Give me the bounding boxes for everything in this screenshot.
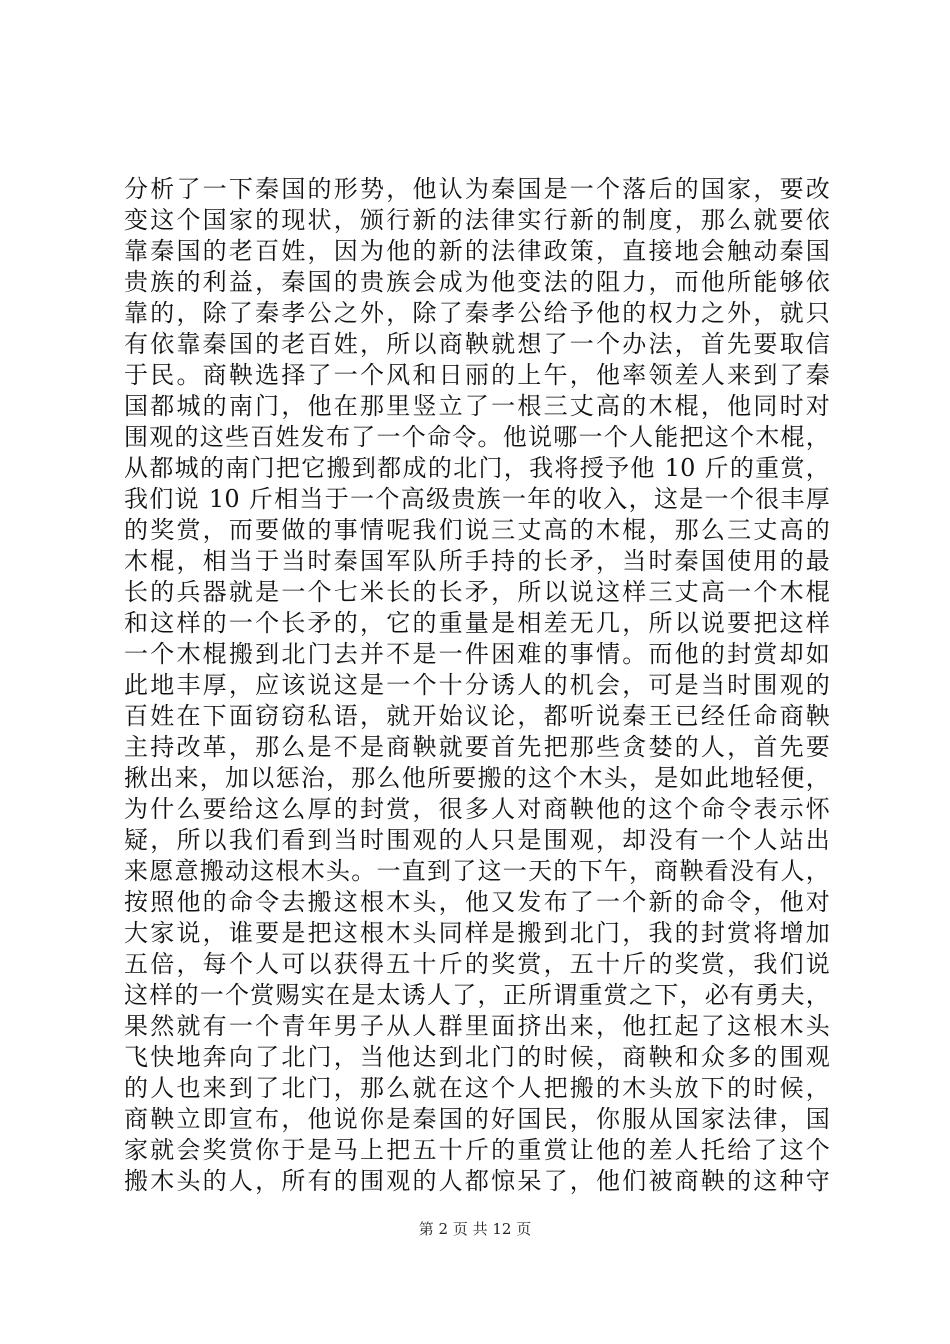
text-line: 一个木棍搬到北门去并不是一件困难的事情。而他的封赏却如 [124,640,830,668]
text-line: 果然就有一个青年男子从人群里面挤出来，他扛起了这根木头 [124,1012,830,1040]
text-line: 来愿意搬动这根木头。一直到了这一天的下午，商鞅看没有人， [124,857,830,885]
text-line: 按照他的命令去搬这根木头，他又发布了一个新的命令，他对 [124,888,830,916]
text-line: 木棍，相当于当时秦国军队所手持的长矛，当时秦国使用的最 [124,547,830,575]
text-line: 靠秦国的老百姓，因为他的新的法律政策，直接地会触动秦国 [124,237,830,265]
text-line: 五倍，每个人可以获得五十斤的奖赏，五十斤的奖赏，我们说 [124,950,830,978]
text-line: 家就会奖赏你于是马上把五十斤的重赏让他的差人托给了这个 [124,1136,830,1164]
text-line: 商鞅立即宣布，他说你是秦国的好国民，你服从国家法律，国 [124,1105,830,1133]
text-line: 从都城的南门把它搬到都成的北门，我将授予他 10 斤的重赏， [124,454,830,482]
text-line: 有依靠秦国的老百姓，所以商鞅就想了一个办法，首先要取信 [124,330,830,358]
text-line: 和这样的一个长矛的，它的重量是相差无几，所以说要把这样 [124,609,830,637]
body-text [124,174,830,1197]
text-line: 此地丰厚，应该说这是一个十分诱人的机会，可是当时围观的 [124,671,830,699]
text-line: 主持改革，那么是不是商鞅就要首先把那些贪婪的人，首先要 [124,733,830,761]
text-line: 疑，所以我们看到当时围观的人只是围观，却没有一个人站出 [124,826,830,854]
text-line: 百姓在下面窃窃私语，就开始议论，都听说秦王已经任命商鞅 [124,702,830,730]
text-line: 这样的一个赏赐实在是太诱人了，正所谓重赏之下，必有勇夫， [124,981,830,1009]
text-line: 国都城的南门，他在那里竖立了一根三丈高的木棍，他同时对 [124,392,830,420]
text-line: 靠的，除了秦孝公之外，除了秦孝公给予他的权力之外，就只 [124,299,830,327]
page-number-footer: 第 2 页 共 12 页 [418,1220,532,1238]
text-line: 飞快地奔向了北门，当他达到北门的时候，商鞅和众多的围观 [124,1043,830,1071]
text-line: 分析了一下秦国的形势，他认为秦国是一个落后的国家，要改 [124,175,830,203]
text-line: 贵族的利益，秦国的贵族会成为他变法的阻力，而他所能够依 [124,268,830,296]
text-line: 大家说，谁要是把这根木头同样是搬到北门，我的封赏将增加 [124,919,830,947]
text-line: 变这个国家的现状，颁行新的法律实行新的制度，那么就要依 [124,206,830,234]
text-line: 揪出来，加以惩治，那么他所要搬的这个木头，是如此地轻便， [124,764,830,792]
text-line: 的人也来到了北门，那么就在这个人把搬的木头放下的时候， [124,1074,830,1102]
text-line: 于民。商鞅选择了一个风和日丽的上午，他率领差人来到了秦 [124,361,830,389]
text-line: 的奖赏，而要做的事情呢我们说三丈高的木棍，那么三丈高的 [124,516,830,544]
text-line: 长的兵器就是一个七米长的长矛，所以说这样三丈高一个木棍 [124,578,830,606]
text-line: 为什么要给这么厚的封赏，很多人对商鞅他的这个命令表示怀 [124,795,830,823]
text-line: 围观的这些百姓发布了一个命令。他说哪一个人能把这个木棍， [124,423,830,451]
text-line: 我们说 10 斤相当于一个高级贵族一年的收入，这是一个很丰厚 [124,485,830,513]
text-line: 搬木头的人，所有的围观的人都惊呆了，他们被商鞅的这种守 [124,1167,830,1195]
